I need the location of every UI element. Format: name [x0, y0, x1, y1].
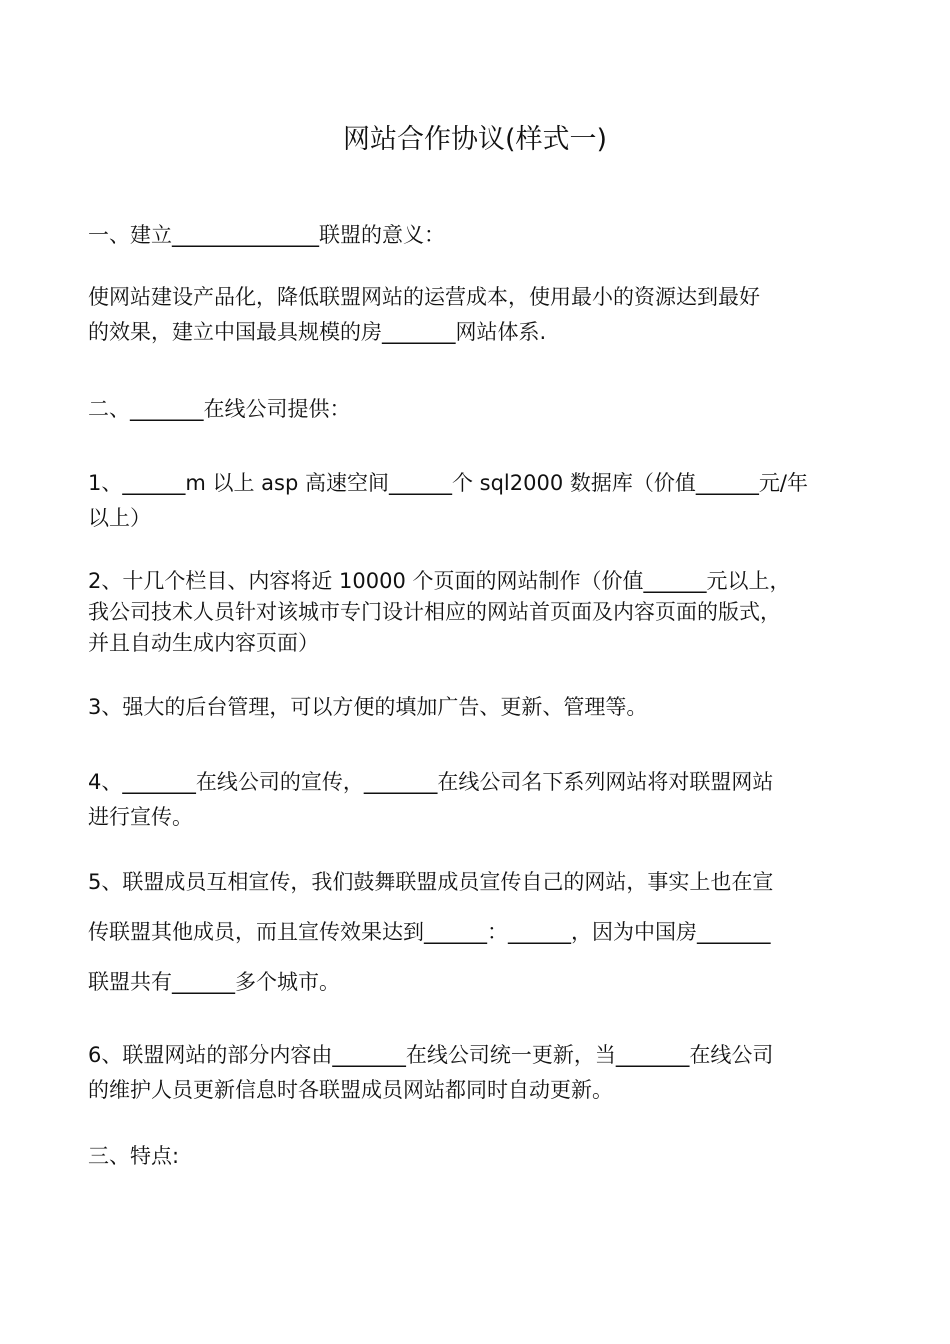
section-2-item-5 [88, 857, 880, 1007]
item-2-line-3: 并且自动生成内容页面） [88, 631, 319, 655]
section-2-item-3 [88, 690, 880, 725]
section-3-heading-text: 三、特点: [88, 1144, 180, 1168]
section-2-item-2 [88, 566, 880, 659]
section-2-item-1 [88, 466, 880, 536]
item-1-line-2: 以上） [88, 506, 151, 530]
item-5-line-2: 传联盟其他成员，而且宣传效果达到______：______，因为中国房_______ [88, 920, 771, 944]
item-2-line-1: 2、十几个栏目、内容将近 10000 个页面的网站制作（价值______元以上， [88, 569, 791, 593]
item-5-line-3: 联盟共有______多个城市。 [88, 970, 340, 994]
item-6-line-2: 的维护人员更新信息时各联盟成员网站都同时自动更新。 [88, 1078, 613, 1102]
document-title: 网站合作协议(样式一) [342, 124, 608, 155]
item-1-line-1: 1、______m 以上 asp 高速空间______个 sql2000 数据库（价值______元/年 [88, 471, 808, 495]
item-5-line-1: 5、联盟成员互相宣传，我们鼓舞联盟成员宣传自己的网站，事实上也在宣 [88, 870, 774, 894]
section-2-heading [88, 392, 880, 427]
section-2-item-6 [88, 1038, 880, 1108]
section-1-heading [88, 218, 880, 253]
section-2-heading-text: 二、_______在线公司提供： [88, 397, 351, 421]
section-1-paragraph [88, 280, 880, 350]
section-1-paragraph-line-2: 的效果，建立中国最具规模的房_______网站体系. [88, 320, 547, 344]
section-1-paragraph-line-1: 使网站建设产品化，降低联盟网站的运营成本，使用最小的资源达到最好 [88, 285, 760, 309]
item-2-line-2: 我公司技术人员针对该城市专门设计相应的网站首页面及内容页面的版式， [88, 600, 781, 624]
item-4-line-1: 4、_______在线公司的宣传，_______在线公司名下系列网站将对联盟网站 [88, 770, 774, 794]
item-6-line-1: 6、联盟网站的部分内容由_______在线公司统一更新，当_______在线公司 [88, 1043, 774, 1067]
section-1-heading-text: 一、建立______________联盟的意义： [88, 223, 445, 247]
section-3-heading [88, 1139, 880, 1174]
item-4-line-2: 进行宣传。 [88, 805, 193, 829]
item-3-line-1: 3、强大的后台管理，可以方便的填加广告、更新、管理等。 [88, 695, 648, 719]
section-2-item-4 [88, 765, 880, 835]
